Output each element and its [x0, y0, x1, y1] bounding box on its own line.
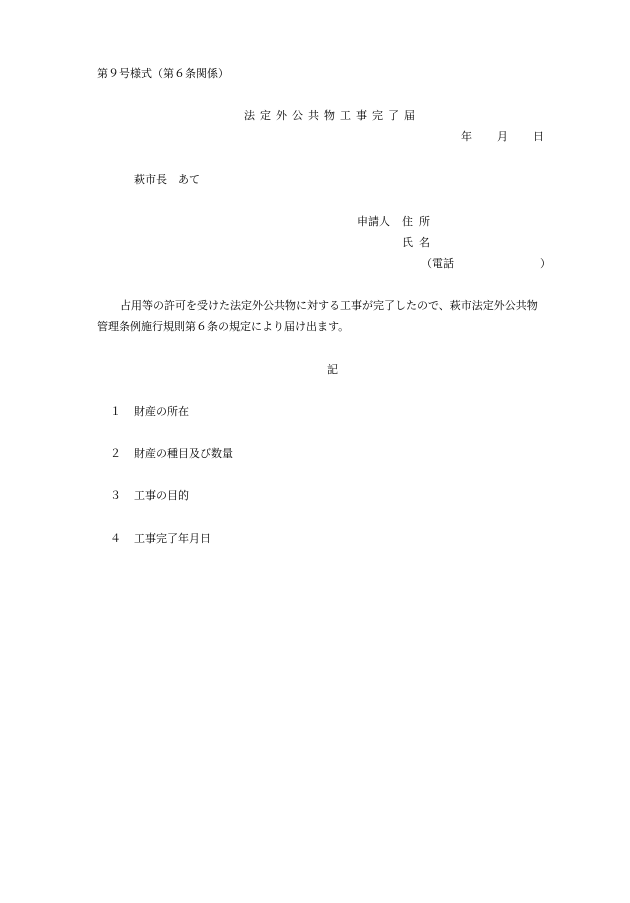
item-number: ２: [110, 447, 121, 460]
item-label: 工事完了年月日: [134, 532, 211, 545]
address-label: 住所: [402, 215, 436, 228]
item-label: 工事の目的: [134, 489, 189, 502]
list-item: [110, 489, 189, 503]
item-number: １: [110, 405, 121, 418]
applicant-label: 申請人: [357, 215, 390, 228]
form-number: 第９号様式（第６条関係）: [97, 67, 229, 80]
item-number: ３: [110, 489, 121, 502]
phone-label: （電話: [421, 257, 454, 270]
document-title: 法定外公共物工事完了届: [244, 109, 420, 122]
ki-heading: 記: [327, 363, 338, 376]
phone-close-paren: ）: [540, 257, 551, 270]
list-item: [110, 405, 189, 419]
addressee: 萩市長 あて: [134, 173, 200, 186]
body-text-line-1: 占用等の許可を受けた法定外公共物に対する工事が完了したので、萩市法定外公共物: [120, 299, 538, 312]
list-item: [110, 447, 233, 461]
name-label: 氏名: [402, 236, 436, 249]
list-item: [110, 532, 211, 546]
date-year-label: 年: [461, 130, 472, 143]
date-month-label: 月: [497, 130, 508, 143]
date-day-label: 日: [533, 130, 544, 143]
item-label: 財産の所在: [134, 405, 189, 418]
item-label: 財産の種目及び数量: [134, 447, 233, 460]
body-text-line-2: 管理条例施行規則第６条の規定により届け出ます。: [97, 320, 350, 333]
item-number: ４: [110, 532, 121, 545]
